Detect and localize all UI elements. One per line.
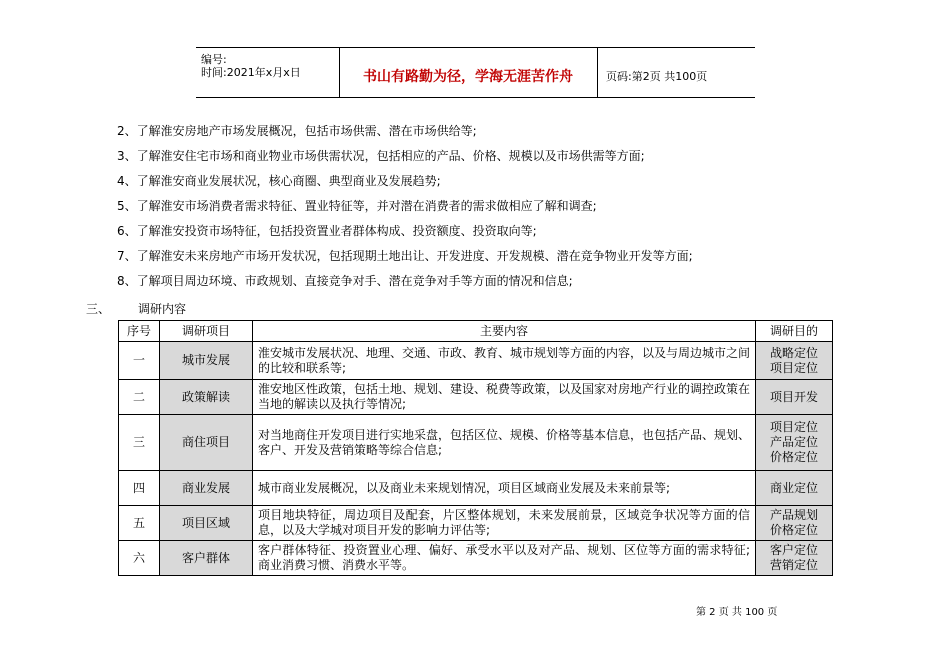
row-item: 商住项目 (160, 415, 253, 471)
header-page-cell (598, 48, 755, 97)
row-item: 城市发展 (160, 342, 253, 380)
row-item: 客户群体 (160, 541, 253, 576)
table-row (119, 380, 833, 415)
row-item: 商业发展 (160, 471, 253, 506)
table-row (119, 415, 833, 471)
list-item: 5、了解淮安市场消费者需求特征、置业特征等，并对潜在消费者的需求做相应了解和调查; (117, 199, 597, 213)
list-item: 8、了解项目周边环境、市政规划、直接竞争对手、潜在竞争对手等方面的情况和信息; (117, 274, 573, 288)
page-header (196, 47, 755, 98)
list-item: 2、了解淮安房地产市场发展概况，包括市场供需、潜在市场供给等; (117, 124, 477, 138)
time-label: 时间:2021年x月x日 (201, 66, 301, 79)
row-number: 六 (119, 541, 160, 576)
section-title: 调研内容 (138, 302, 187, 316)
row-number: 五 (119, 506, 160, 541)
row-purpose: 项目定位 产品定位 价格定位 (756, 415, 833, 471)
row-item: 项目区域 (160, 506, 253, 541)
row-number: 三 (119, 415, 160, 471)
row-number: 二 (119, 380, 160, 415)
table-row (119, 506, 833, 541)
col-header-content: 主要内容 (253, 321, 756, 342)
row-purpose: 产品规划 价格定位 (756, 506, 833, 541)
research-content-table (118, 320, 833, 576)
header-info-cell (196, 48, 340, 97)
row-purpose: 客户定位 营销定位 (756, 541, 833, 576)
row-content: 客户群体特征、投资置业心理、偏好、承受水平以及对产品、规划、区位等方面的需求特征;商业消费习惯、消费水平等。 (253, 541, 756, 576)
col-header-item: 调研项目 (160, 321, 253, 342)
row-content: 城市商业发展概况，以及商业未来规划情况，项目区域商业发展及未来前景等; (253, 471, 756, 506)
row-number: 一 (119, 342, 160, 380)
section-heading (86, 300, 186, 317)
header-motto-cell (339, 48, 598, 97)
row-item: 政策解读 (160, 380, 253, 415)
list-item: 7、了解淮安未来房地产市场开发状况，包括现期土地出让、开发进度、开发规模、潜在竞争物业开发等方面; (117, 249, 693, 263)
row-content: 淮安地区性政策，包括土地、规划、建设、税费等政策，以及国家对房地产行业的调控政策在当地的解读以及执行等情况; (253, 380, 756, 415)
row-purpose: 商业定位 (756, 471, 833, 506)
row-purpose: 战略定位 项目定位 (756, 342, 833, 380)
row-number: 四 (119, 471, 160, 506)
col-header-no: 序号 (119, 321, 160, 342)
section-number: 三、 (86, 302, 111, 316)
page-label: 页码:第2页 共100页 (606, 70, 708, 83)
col-header-purpose: 调研目的 (756, 321, 833, 342)
row-purpose: 项目开发 (756, 380, 833, 415)
list-item: 6、了解淮安投资市场特征，包括投资置业者群体构成、投资额度、投资取向等; (117, 224, 537, 238)
row-content: 对当地商住开发项目进行实地采盘，包括区位、规模、价格等基本信息，也包括产品、规划、客户、开发及营销策略等综合信息; (253, 415, 756, 471)
list-item: 4、了解淮安商业发展状况，核心商圈、典型商业及发展趋势; (117, 174, 441, 188)
table-row (119, 541, 833, 576)
table-row (119, 342, 833, 380)
page-footer: 第 2 页 共 100 页 (696, 607, 778, 618)
motto-text: 书山有路勤为径，学海无涯苦作舟 (363, 69, 573, 85)
row-content: 项目地块特征，周边项目及配套，片区整体规划，未来发展前景，区域竞争状况等方面的信息，以及大学城对项目开发的影响力评估等; (253, 506, 756, 541)
row-content: 淮安城市发展状况、地理、交通、市政、教育、城市规划等方面的内容，以及与周边城市之间的比较和联系等; (253, 342, 756, 380)
table-header-row (119, 321, 833, 342)
table-row (119, 471, 833, 506)
list-item: 3、了解淮安住宅市场和商业物业市场供需状况，包括相应的产品、价格、规模以及市场供需等方面; (117, 149, 645, 163)
number-label: 编号: (201, 53, 227, 66)
